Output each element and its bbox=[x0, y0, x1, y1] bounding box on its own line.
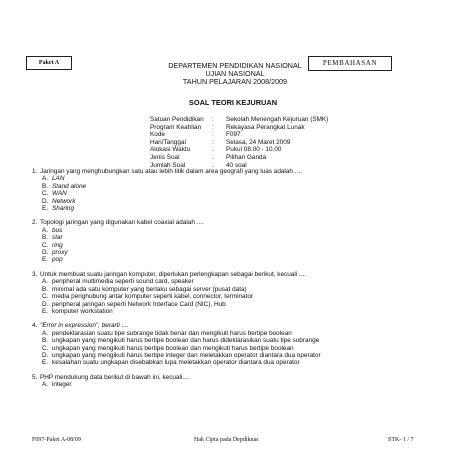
option: E. Sharing bbox=[42, 205, 75, 213]
question-1 bbox=[32, 168, 442, 212]
footer-copyright: Hak Cipta pada Depdiknas bbox=[194, 437, 259, 443]
question-stem: PHP mendukung data berikut di bawah ini, kecuali.... bbox=[40, 373, 190, 381]
info-key: Jumlah Soal bbox=[150, 161, 186, 169]
exam-info-table bbox=[150, 116, 328, 169]
question-stem: Topologi jaringan yang digunakan kabel coaxial adalah .... bbox=[40, 219, 204, 227]
info-value: Pilihan Ganda bbox=[226, 153, 267, 161]
option: A. LAN bbox=[42, 175, 65, 183]
info-row: Alokasi Waktu : Pukul 08.00 - 10.00 bbox=[150, 146, 282, 154]
option: A. bus bbox=[42, 226, 63, 234]
info-key: Alokasi Waktu bbox=[150, 146, 191, 154]
info-value: Sekolah Menengah Kejuruan (SMK) bbox=[226, 116, 329, 123]
info-key: Hari/Tanggal bbox=[150, 138, 186, 146]
info-row: Jenis Soal : Pilihan Ganda bbox=[150, 153, 267, 161]
option: C. media penghubung antar komputer seperti kabel, connector, terminator bbox=[42, 293, 254, 301]
document-title: SOAL TEORI KEJURUAN bbox=[188, 98, 278, 107]
info-value: 40 soal bbox=[226, 161, 247, 169]
question-number: 5. bbox=[32, 373, 38, 381]
info-row: Hari/Tanggal : Selasa, 24 Maret 2009 bbox=[150, 138, 291, 146]
info-row: Satuan Pendidikan : Sekolah Menengah Kejuruan (SMK) bbox=[150, 116, 329, 123]
option: C. ring bbox=[42, 241, 63, 249]
option: D. Network bbox=[42, 197, 76, 205]
footer-page-number: STK- 1 / 7 bbox=[388, 437, 414, 443]
info-value: Pukul 08.00 - 10.00 bbox=[226, 146, 282, 154]
info-key: Jenis Soal bbox=[150, 153, 180, 161]
question-2 bbox=[32, 219, 442, 263]
option: B. Stand alone bbox=[42, 182, 87, 190]
question-number: 1. bbox=[32, 168, 38, 175]
question-number: 3. bbox=[32, 270, 38, 278]
question-stem: Untuk membuat suatu jaringan komputer, diperlukan perlengkapan sebagai berikut, kecuali .... bbox=[40, 270, 307, 278]
info-value: Rekayasa Perangkat Lunak bbox=[226, 123, 305, 131]
header-line-3: TAHUN PELAJARAN 2008/2009 bbox=[182, 77, 288, 86]
question-list bbox=[32, 168, 442, 396]
info-row: Program Keahlian : Rekayasa Perangkat Lunak bbox=[150, 123, 305, 131]
question-number: 4. bbox=[32, 322, 38, 330]
footer-code: F097-Paket A-08/09 bbox=[32, 437, 81, 443]
option: C. ungkapan yang mengikuti harus bertipe boolean dan mengikuti harus bertipe boolean bbox=[42, 344, 294, 352]
question-stem: "Error in expression", berarti .... bbox=[40, 322, 129, 330]
header-line-1: DEPARTEMEN PENDIDIKAN NASIONAL bbox=[168, 61, 302, 70]
info-key: Program Keahlian bbox=[150, 123, 202, 131]
document-header bbox=[100, 62, 370, 86]
question-5 bbox=[32, 374, 442, 389]
question-4 bbox=[32, 322, 442, 366]
option: A. integer bbox=[42, 381, 72, 389]
question-number: 2. bbox=[32, 219, 38, 227]
option: E. pop bbox=[42, 256, 63, 264]
option: A. pendeklarasian suatu tipe subrange tidak benar dan mengikuti harus bertipe boolean bbox=[42, 329, 292, 337]
option: E. komputer workstation bbox=[42, 307, 113, 315]
question-3 bbox=[32, 271, 442, 315]
option: E. kesalahan suatu ungkapan disebabkan lupa meletakkan operator diantara dua operator bbox=[42, 359, 300, 367]
info-row: Jumlah Soal : 40 soal bbox=[150, 161, 247, 169]
option: B. star bbox=[42, 234, 63, 242]
option: C. WAN bbox=[42, 190, 67, 198]
info-value: F097 bbox=[226, 131, 241, 139]
info-value: Selasa, 24 Maret 2009 bbox=[226, 138, 291, 146]
header-line-2: UJIAN NASIONAL bbox=[205, 69, 265, 78]
pembahasan-label: PEMBAHASAN bbox=[308, 56, 392, 71]
option: B. minimal ada satu komputer yang berlaku sebagai server (pusat data) bbox=[42, 285, 247, 293]
option: A. peripheral multimedia seperti sound card, speaker bbox=[42, 278, 194, 286]
option: D. proxy bbox=[42, 249, 68, 257]
option: D. peripheral jaringan seperti Network Interface Card (NIC), Hub bbox=[42, 300, 226, 308]
info-key: Satuan Pendidikan bbox=[150, 116, 204, 123]
paket-label: Paket A bbox=[26, 56, 72, 70]
option: D. ungkapan yang mengikuti harus bertipe integer dan meletakkan operator diantara dua operator bbox=[42, 351, 321, 359]
info-row: Kode : F097 bbox=[150, 131, 241, 139]
option: B. ungkapan yang mengikuti harus bertipe boolean dan harus dideklarasikan suatu tipe subrange bbox=[42, 337, 320, 345]
question-stem: Jaringan yang menghubungkan satu atau lebih titik dalam area geografi yang luas adalah .... bbox=[40, 168, 302, 175]
info-key: Kode bbox=[150, 131, 165, 139]
